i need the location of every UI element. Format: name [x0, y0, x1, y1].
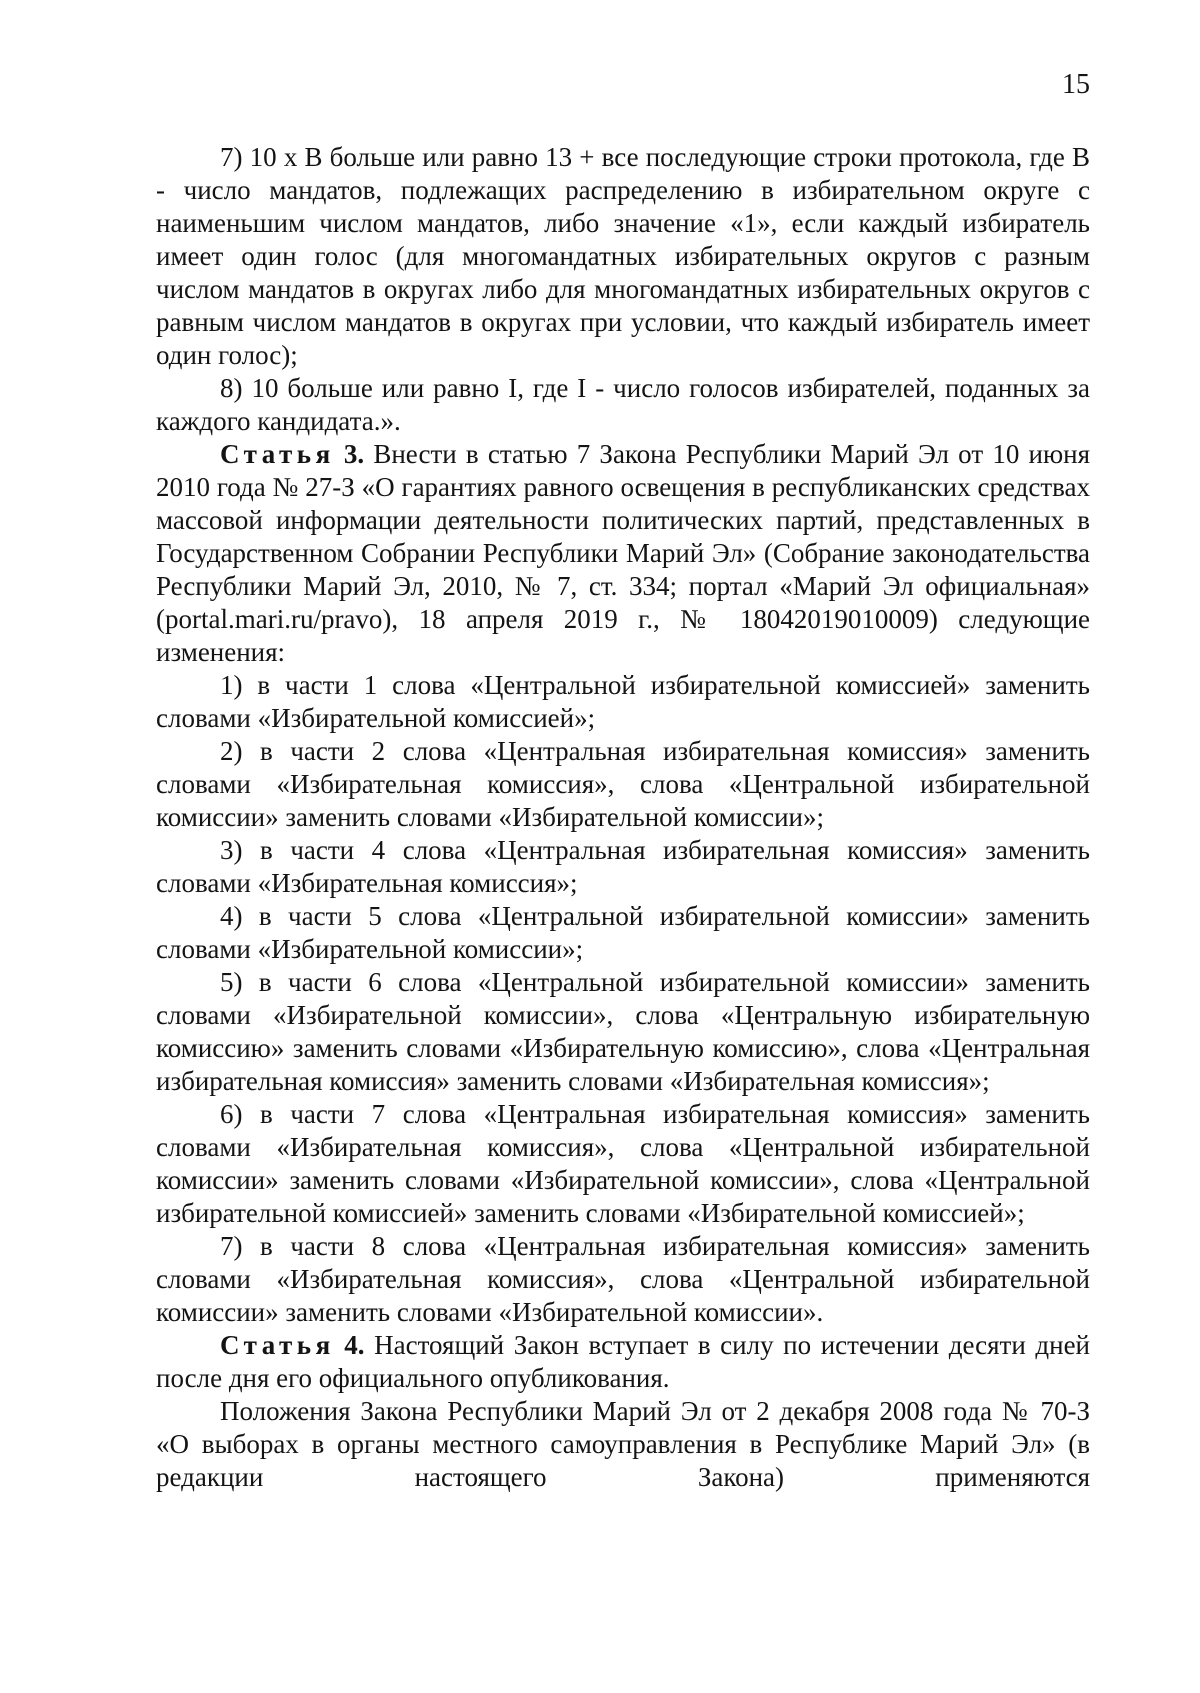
- amendment-item-4: 4) в части 5 слова «Центральной избирательной комиссии» заменить словами «Избирательной комиссии»;: [156, 901, 1090, 964]
- amendment-item-7: 7) в части 8 слова «Центральная избирательная комиссия» заменить словами «Избирательная комиссия», слова «Центральной избирательной комиссии» заменить словами «Избирательной комиссии».: [156, 1231, 1090, 1327]
- document-body: [156, 141, 1090, 1494]
- article-4-paragraph: [156, 1329, 1090, 1395]
- article-3-paragraph: [156, 438, 1090, 669]
- amendment-item-6: 6) в части 7 слова «Центральная избирательная комиссия» заменить словами «Избирательная комиссия», слова «Центральной избирательной комиссии» заменить словами «Избирательной комиссии», слова «Центральной избирательной комиссией» заменить словами «Избирательной комиссией»;: [156, 1099, 1090, 1228]
- article-4-label: Статья: [220, 1330, 335, 1360]
- article-3-text: Внести в статью 7 Закона Республики Марий Эл от 10 июня 2010 года № 27-З «О гарантиях равного освещения в республиканских средствах массовой информации деятельности политических партий, представленных в Государственном Собрании Республики Марий Эл» (Собрание законодательства Республики Марий Эл, 2010, № 7, ст. 334; портал «Марий Эл официальная» (portal.mari.ru/pravo), 18 апреля 2019 г., № 18042019010009) следующие изменения:: [156, 439, 1091, 667]
- amendment-item-2: 2) в части 2 слова «Центральная избирательная комиссия» заменить словами «Избирательная комиссия», слова «Центральной избирательной комиссии» заменить словами «Избирательной комиссии»;: [156, 736, 1090, 832]
- paragraph-item-8: 8) 10 больше или равно I, где I - число голосов избирателей, поданных за каждого кандидата.».: [156, 373, 1090, 436]
- page-number: 15: [1062, 69, 1090, 100]
- final-paragraph: Положения Закона Республики Марий Эл от 2 декабря 2008 года № 70-З «О выборах в органы местного самоуправления в Республике Марий Эл» (в редакции настоящего Закона) применяются: [156, 1396, 1090, 1492]
- amendment-item-3: 3) в части 4 слова «Центральная избирательная комиссия» заменить словами «Избирательная комиссия»;: [156, 835, 1090, 898]
- article-3-number: 3.: [343, 439, 365, 469]
- article-3-label: Статья: [220, 439, 335, 469]
- article-4-text: Настоящий Закон вступает в силу по истечении десяти дней после дня его официального опубликования.: [156, 1330, 1091, 1393]
- amendment-item-1: 1) в части 1 слова «Центральной избирательной комиссией» заменить словами «Избирательной комиссией»;: [156, 670, 1090, 733]
- amendment-item-5: 5) в части 6 слова «Центральной избирательной комиссии» заменить словами «Избирательной комиссии», слова «Центральную избирательную комиссию» заменить словами «Избирательную комиссию», слова «Центральная избирательная комиссия» заменить словами «Избирательная комиссия»;: [156, 967, 1090, 1096]
- article-4-number: 4.: [344, 1330, 365, 1360]
- paragraph-item-7: 7) 10 х В больше или равно 13 + все последующие строки протокола, где В - число мандатов, подлежащих распределению в избирательном округе с наименьшим числом мандатов, либо значение «1», если каждый избиратель имеет один голос (для многомандатных избирательных округов с разным числом мандатов в округах либо для многомандатных избирательных округов с равным числом мандатов в округах при условии, что каждый избиратель имеет один голос);: [156, 142, 1090, 370]
